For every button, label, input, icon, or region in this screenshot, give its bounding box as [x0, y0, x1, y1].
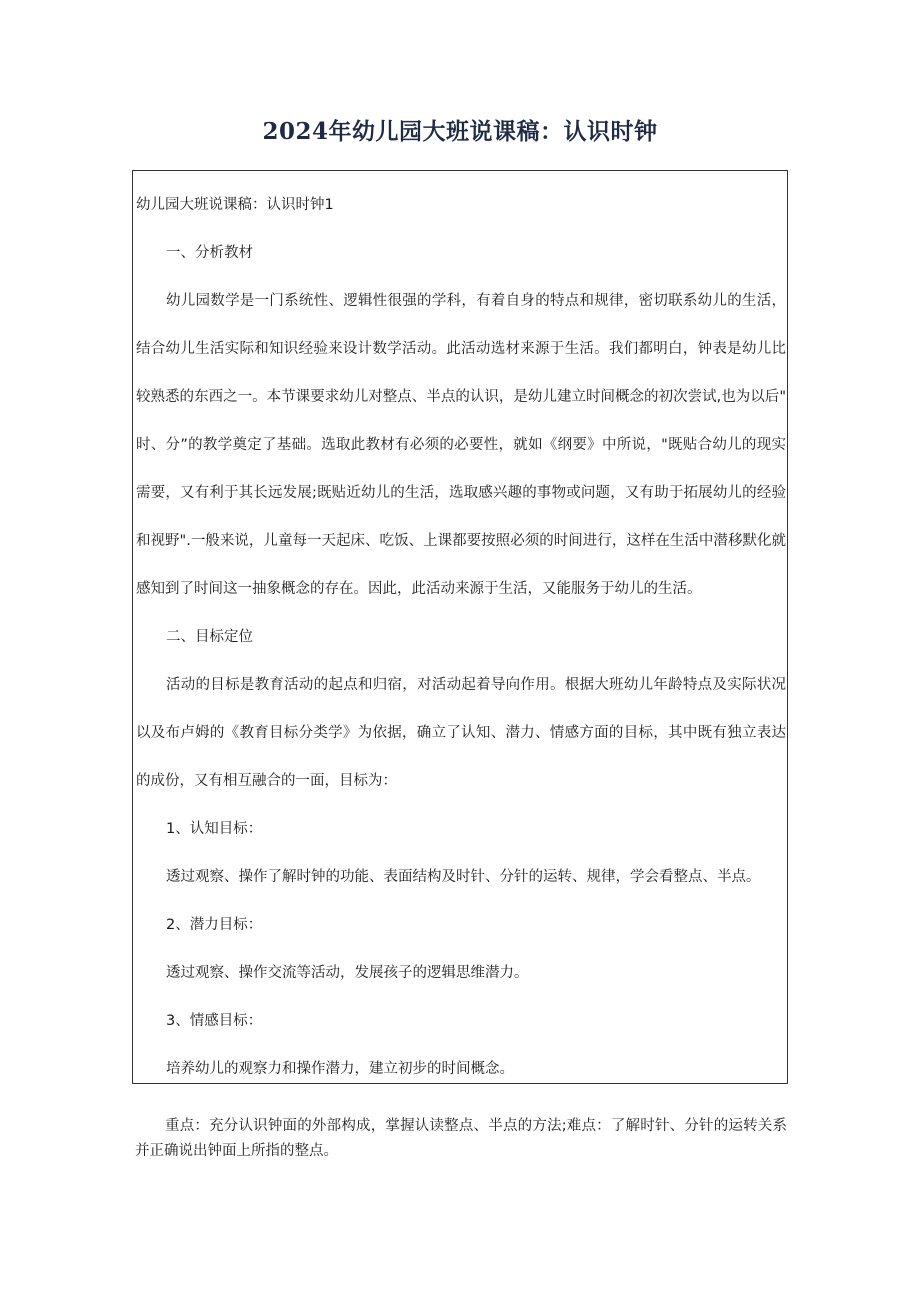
goal-ability-text: 透过观察、操作交流等活动，发展孩子的逻辑思维潜力。	[166, 965, 529, 981]
goal-ability-title: 2、潜力目标：	[166, 917, 263, 933]
section-title-analysis: 一、分析教材	[166, 245, 253, 261]
paragraph-line: 需要，又有利于其长远发展;既贴近幼儿的生活，选取感兴趣的事物或问题，又有助于拓展幼儿的经验	[136, 485, 786, 501]
paragraph-line: 时、分”的教学奠定了基础。选取此教材有必须的必要性，就如《纲要》中所说，"既贴合幼儿的现实	[136, 437, 786, 453]
goal-cognitive-text: 透过观察、操作了解时钟的功能、表面结构及时针、分针的运转、规律，学会看整点、半点。	[166, 869, 761, 885]
goal-emotion-text: 培养幼儿的观察力和操作潜力，建立初步的时间概念。	[166, 1061, 514, 1077]
paragraph-line: 和视野".一般来说，儿童每一天起床、吃饭、上课都要按照必须的时间进行，这样在生活中潜移默化就	[136, 533, 786, 549]
lesson-content-box	[132, 170, 788, 1084]
section-title-goals: 二、目标定位	[166, 629, 253, 645]
key-points-line: 重点：充分认识钟面的外部构成，掌握认读整点、半点的方法;难点：了解时针、分针的运转关系	[165, 1118, 787, 1134]
page-title: 2024年幼儿园大班说课稿：认识时钟	[262, 118, 658, 145]
paragraph-line: 较熟悉的东西之一。本节课要求幼儿对整点、半点的认识，是幼儿建立时间概念的初次尝试,也为以后"	[136, 389, 786, 405]
paragraph-line: 感知到了时间这一抽象概念的存在。因此，此活动来源于生活，又能服务于幼儿的生活。	[136, 581, 702, 597]
paragraph-line: 活动的目标是教育活动的起点和归宿，对活动起着导向作用。根据大班幼儿年龄特点及实际状况	[166, 677, 786, 693]
box-heading: 幼儿园大班说课稿：认识时钟1	[136, 197, 334, 213]
paragraph-line: 以及布卢姆的《教育目标分类学》为依据，确立了认知、潜力、情感方面的目标，其中既有独立表达	[136, 725, 786, 741]
paragraph-line: 结合幼儿生活实际和知识经验来设计数学活动。此活动选材来源于生活。我们都明白，钟表是幼儿比	[136, 341, 786, 357]
paragraph-line: 幼儿园数学是一门系统性、逻辑性很强的学科，有着自身的特点和规律，密切联系幼儿的生活，	[166, 293, 786, 309]
goal-cognitive-title: 1、认知目标：	[166, 821, 263, 837]
paragraph-line: 的成份，又有相互融合的一面，目标为：	[136, 773, 397, 789]
goal-emotion-title: 3、情感目标：	[166, 1013, 263, 1029]
key-points-line: 并正确说出钟面上所指的整点。	[135, 1143, 338, 1159]
